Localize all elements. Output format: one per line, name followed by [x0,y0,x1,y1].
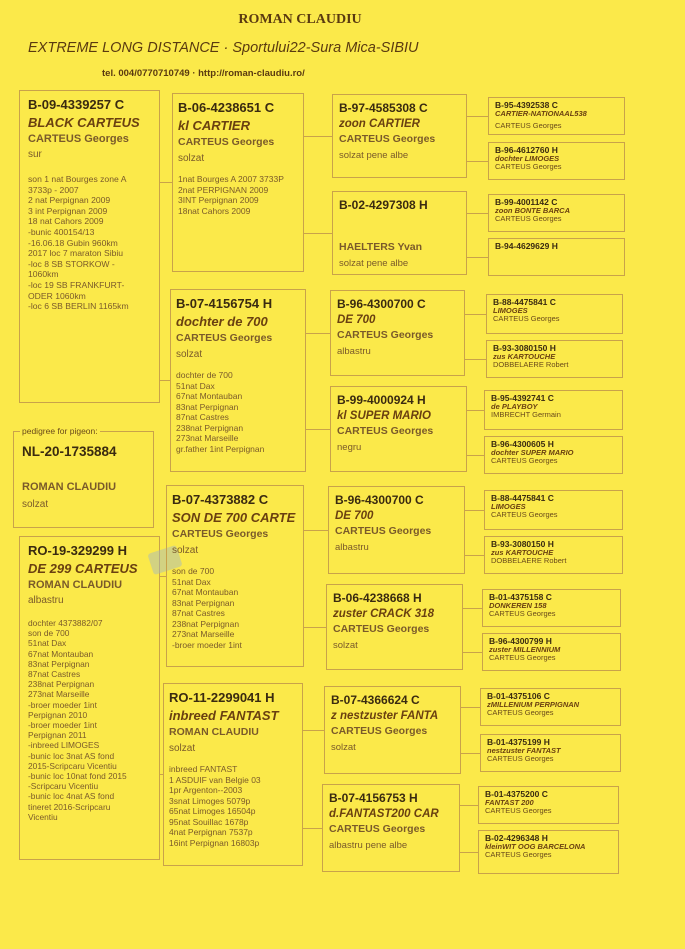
gen4-name: zMILLENIUM PERPIGNAN [487,699,580,709]
gen4-card [480,734,621,772]
gen4-owner: CARTEUS Georges [491,510,558,520]
gen4-name: dochter SUPER MARIO [491,447,574,457]
subject-owner: ROMAN CLAUDIU [22,481,117,493]
gen3-card [326,584,463,670]
gen2-owner: CARTEUS Georges [178,136,275,148]
gen4-ring: B-94-4629629 H [495,241,558,251]
gen2-ring: B-07-4373882 C [172,492,269,507]
connector-line [461,753,480,754]
gen4-card [488,142,625,180]
gen4-card [484,390,623,430]
gen4-card [488,97,625,135]
connector-line [465,510,484,511]
dam-notes: dochter 4373882/07 son de 700 51nat Dax 67nat Montauban 83nat Perpignan 87nat Castres 238nat Perpignan 273nat Marseille -broer moeder 1int Perpignan 2010 -broer moeder 1int Perpignan 2011 -inbreed LIMOGES -bunic loc 3nat AS fond 2015-Scripcaru Vicentiu -bunic loc 10nat fond 2015 -Scripcaru Vicentiu -bunic loc 4nat AS fond tineret 2016-Scripcaru Vicentiu [28,618,127,822]
gen4-card [478,830,619,874]
connector-line [465,314,486,315]
gen4-card [486,294,623,334]
breeder-contact: tel. 004/0770710749 · http://roman-claudiu.ro/ [102,68,305,79]
gen3-name: DE 700 [335,510,374,522]
gen4-ring: B-95-4392538 C [495,100,558,110]
gen4-ring: B-01-4375106 C [487,691,550,701]
gen3-name: DE 700 [337,314,376,326]
gen3-name: zoon CARTIER [339,118,420,130]
gen4-owner: DOBBELAERE Robert [491,556,567,566]
gen4-card [484,436,623,474]
gen3-color: albastru [337,346,371,357]
gen3-card [332,191,467,275]
dam-ring: RO-19-329299 H [28,543,127,558]
connector-line [460,852,478,853]
gen4-owner: CARTEUS Georges [493,314,560,324]
gen3-owner: CARTEUS Georges [333,623,430,635]
connector-line [160,380,170,381]
gen4-ring: B-99-4001142 C [495,197,558,207]
gen3-name: zuster CRACK 318 [333,608,434,620]
gen3-color: solzat pene albe [339,150,409,161]
connector-line [304,136,332,137]
gen2-card [170,289,306,472]
gen2-card [166,485,304,667]
gen3-color: albastru [335,542,369,553]
gen4-ring: B-93-3080150 H [493,343,556,353]
gen2-notes: 1nat Bourges A 2007 3733P 2nat PERPIGNAN 2009 3INT Perpignan 2009 18nat Cahors 2009 [178,174,284,216]
gen4-ring: B-01-4375199 H [487,737,550,747]
gen4-card [488,238,625,276]
connector-line [467,257,488,258]
gen4-owner: CARTEUS Georges [495,121,562,131]
gen4-ring: B-96-4612760 H [495,145,558,155]
gen4-owner: CARTEUS Georges [489,653,556,663]
subject-card [13,426,154,528]
sire-notes: son 1 nat Bourges zone A 3733p - 2007 2 nat Perpignan 2009 3 int Perpignan 2009 18 nat Cahors 2009 -bunic 400154/13 -16.06.18 Gubin 960km 2017 loc 7 maraton Sibiu -loc 8 SB STORKOW - 1060km -loc 19 SB FRANKFURT- ODER 1060km -loc 6 SB BERLIN 1165km [28,174,129,312]
gen3-name: kl SUPER MARIO [337,410,431,422]
subject-ring: NL-20-1735884 [22,444,117,459]
gen4-name: zus KARTOUCHE [493,351,556,361]
gen2-name: inbreed FANTAST [169,708,279,723]
gen4-owner: CARTEUS Georges [495,162,562,172]
dam-owner: ROMAN CLAUDIU [28,579,123,591]
gen2-card [163,683,303,866]
gen2-notes: inbreed FANTAST 1 ASDUIF van Belgie 03 1pr Argenton--2003 3snat Limoges 5079p 65nat Limoges 16504p 95nat Souillac 1678p 4nat Perpignan 7537p 16int Perpignan 16803p [169,764,261,848]
gen4-ring: B-01-4375200 C [485,789,548,799]
gen4-owner: CARTEUS Georges [491,456,558,466]
connector-line [304,530,328,531]
gen4-owner: CARTEUS Georges [487,708,554,718]
gen4-card [478,786,619,824]
gen3-ring: B-99-4000924 H [337,393,426,407]
gen4-card [482,589,621,627]
gen4-name: CARTIER-NATIONAAL538 [495,108,587,118]
connector-line [463,652,482,653]
gen4-ring: B-01-4375158 C [489,592,552,602]
gen2-ring: B-06-4238651 C [178,100,275,115]
gen2-owner: CARTEUS Georges [176,332,273,344]
dam-color: albastru [28,595,64,606]
gen2-owner: ROMAN CLAUDIU [169,726,259,738]
connector-line [303,828,322,829]
gen4-ring: B-93-3080150 H [491,539,554,549]
gen4-name: LIMOGES [493,305,528,315]
pedigree-label: pedigree for pigeon: [22,426,98,436]
gen3-owner: CARTEUS Georges [337,425,434,437]
gen3-ring: B-97-4585308 C [339,101,428,115]
gen4-ring: B-96-4300605 H [491,439,554,449]
connector-line [160,182,172,183]
gen2-notes: dochter de 700 51nat Dax 67nat Montauban 83nat Perpignan 87nat Castres 238nat Perpignan 273nat Marseille gr.father 1int Perpignan [176,370,265,454]
connector-line [467,116,488,117]
gen2-name: dochter de 700 [176,314,268,329]
gen3-owner: CARTEUS Georges [335,525,432,537]
sire-name: BLACK CARTEUS [28,115,140,130]
connector-line [160,576,166,577]
gen4-ring: B-96-4300799 H [489,636,552,646]
gen4-card [482,633,621,671]
gen2-ring: RO-11-2299041 H [169,690,275,705]
connector-line [306,333,330,334]
gen3-card [332,94,467,178]
gen3-owner: CARTEUS Georges [329,823,426,835]
gen3-color: solzat pene albe [339,258,409,269]
gen3-owner: CARTEUS Georges [337,329,434,341]
gen4-owner: CARTEUS Georges [485,850,552,860]
connector-line [467,410,484,411]
gen3-ring: B-07-4366624 C [331,693,420,707]
gen3-color: negru [337,442,362,453]
gen4-card [486,340,623,378]
gen4-name: LIMOGES [491,501,526,511]
dam-name: DE 299 CARTEUS [28,561,138,576]
gen4-name: dochter LIMOGES [495,153,560,163]
gen3-card [322,784,460,872]
gen3-card [330,290,465,376]
gen3-ring: B-96-4300700 C [335,493,424,507]
sire-ring: B-09-4339257 C [28,97,125,112]
gen2-name: kl CARTIER [178,118,250,133]
sire-owner: CARTEUS Georges [28,133,129,145]
gen2-color: solzat [172,545,199,556]
connector-line [304,627,326,628]
connector-line [467,161,488,162]
gen3-card [328,486,465,574]
gen2-card [172,93,304,272]
connector-line [461,707,480,708]
connector-line [465,555,484,556]
gen3-name: z nestzuster FANTA [331,710,439,722]
connector-line [303,730,324,731]
gen4-ring: B-88-4475841 C [491,493,554,503]
connector-line [304,233,332,234]
gen4-card [488,194,625,232]
gen3-color: albastru pene albe [329,840,408,851]
gen2-color: solzat [178,153,205,164]
gen4-owner: IMBRECHT Germain [491,410,561,420]
gen3-ring: B-96-4300700 C [337,297,426,311]
dam-card [19,536,160,860]
gen3-ring: B-07-4156753 H [329,791,418,805]
connector-line [467,213,488,214]
gen2-name: SON DE 700 CARTE [172,510,296,525]
subject-color: solzat [22,499,49,510]
gen3-name: d.FANTAST200 CAR [329,808,439,820]
gen4-name: kleinWIT OOG BARCELONA [485,841,586,851]
connector-line [306,429,330,430]
gen4-owner: CARTEUS Georges [489,609,556,619]
connector-line [463,608,482,609]
connector-line [160,774,163,775]
gen3-ring: B-06-4238668 H [333,591,422,605]
gen3-name [339,215,460,229]
gen4-name: zoon BONTE BARCA [495,205,570,215]
gen4-owner: DOBBELAERE Robert [493,360,569,370]
gen4-name: FANTAST 200 [485,797,534,807]
gen4-owner: CARTEUS Georges [487,754,554,764]
connector-line [467,455,484,456]
gen3-color: solzat [331,742,356,753]
connector-line [465,359,486,360]
gen4-name: DONKEREN 158 [489,600,547,610]
gen2-color: solzat [169,743,196,754]
gen4-ring: B-88-4475841 C [493,297,556,307]
gen4-name: zuster MILLENNIUM [489,644,561,654]
gen4-card [480,688,621,726]
gen4-owner: CARTEUS Georges [485,806,552,816]
gen2-notes: son de 700 51nat Dax 67nat Montauban 83nat Perpignan 87nat Castres 238nat Perpignan 273nat Marseille -broer moeder 1int [172,566,242,650]
sire-card [19,90,160,403]
gen4-card [484,490,623,530]
gen4-ring: B-95-4392741 C [491,393,554,403]
gen2-color: solzat [176,349,203,360]
gen4-name: nestzuster FANTAST [487,745,561,755]
gen4-name: de PLAYBOY [491,401,538,411]
gen4-name: zus KARTOUCHE [491,547,554,557]
breeder-subtitle: EXTREME LONG DISTANCE · Sportului22-Sura Mica-SIBIU [28,40,419,56]
connector-line [460,805,478,806]
gen3-ring: B-02-4297308 H [339,198,428,212]
gen4-owner: CARTEUS Georges [495,214,562,224]
gen3-owner: HAELTERS Yvan [339,241,423,253]
gen4-ring: B-02-4296348 H [485,833,548,843]
gen2-ring: B-07-4156754 H [176,296,273,311]
gen3-card [324,686,461,774]
gen3-owner: CARTEUS Georges [331,725,428,737]
gen2-owner: CARTEUS Georges [172,528,269,540]
gen3-card [330,386,467,472]
gen4-card [484,536,623,574]
sire-color: sur [28,149,42,160]
gen3-color: solzat [333,640,358,651]
gen3-owner: CARTEUS Georges [339,133,436,145]
breeder-title: ROMAN CLAUDIU [238,12,362,27]
